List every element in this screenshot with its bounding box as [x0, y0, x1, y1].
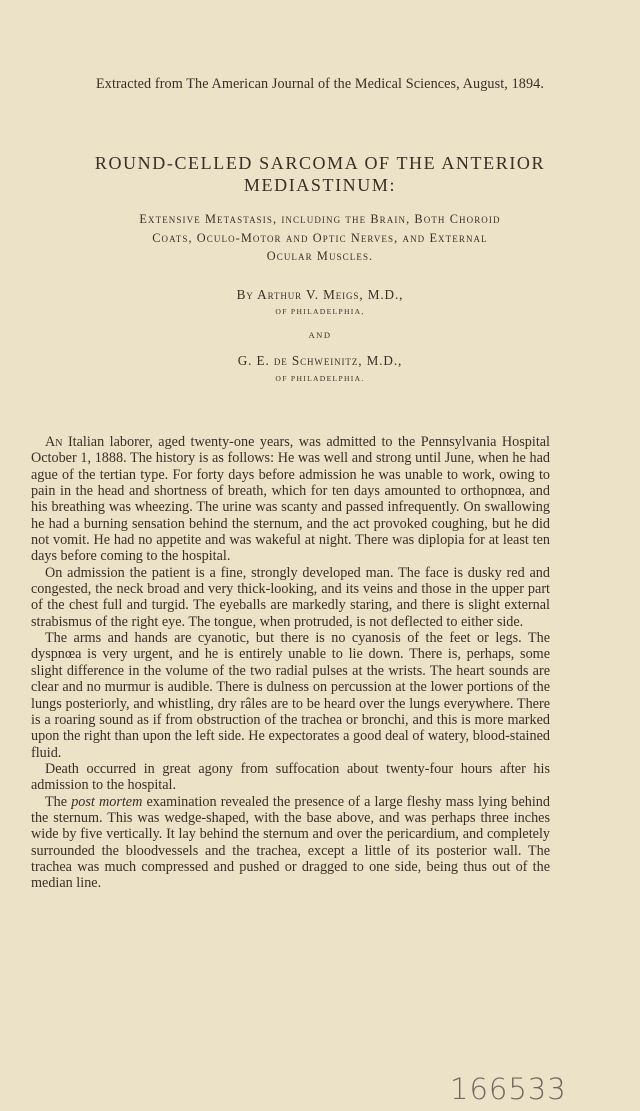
author-1-location: OF PHILADELPHIA,: [275, 307, 365, 316]
paragraph-2: On admission the patient is a fine, strongly developed man. The face is dusky red and congested, the neck broad and very thick-looking, and its veins and those in the upper part of the chest full and turgid. The eyeballs are markedly staring, and there is slight external strabismus of the right eye. The tongue, when protruded, is not deflected to either side.: [31, 564, 550, 630]
subtitle-line-1: Extensive Metastasis, including the Brain, Both Choroid: [139, 212, 501, 226]
paragraph-5-lead: The: [45, 793, 72, 810]
author-1: By Arthur V. Meigs, M.D.,: [236, 287, 404, 302]
paragraph-3: The arms and hands are cyanotic, but there is no cyanosis of the feet or legs. The dyspnœa is very urgent, and he is entirely unable to lie down. There is, perhaps, some slight difference in the volume of the two radial pulses at the wrists. The heart sounds are clear and no murmur is audible. There is dulness on percussion at the lower portions of the lungs posteriorly, and whistling, dry râles are to be heard over the lungs everywhere. There is a roaring sound as if from obstruction of the trachea or bronchi, and this is more marked upon the right than upon the left side. He expectorates a good deal of watery, blood-stained fluid.: [31, 630, 550, 761]
paragraph-1: [31, 434, 550, 565]
paragraph-1-lead: An: [45, 434, 63, 450]
article-title: [0, 152, 640, 196]
paragraph-4: Death occurred in great agony from suffocation about twenty-four hours after his admission to the hospital.: [31, 760, 550, 794]
title-line-1: ROUND-CELLED SARCOMA OF THE ANTERIOR: [94, 153, 546, 173]
author-2: G. E. de Schweinitz, M.D.,: [237, 353, 403, 368]
handwritten-accession-number: 166533: [450, 1072, 567, 1106]
source-note: Extracted from The American Journal of the Medical Sciences, August, 1894.: [95, 76, 544, 92]
subtitle-line-3: Ocular Muscles.: [266, 249, 374, 264]
article-subtitle: [0, 210, 640, 266]
paragraph-5-text: examination revealed the presence of a large fleshy mass lying behind the sternum. This was wedge-shaped, with the base above, and was perhaps three inches wide by five vertically. It lay behind the sternum and over the pericardium, and completely surrounded the bloodvessels and the trachea, except a little of its posterior wall. The trachea was much compressed and pushed or dragged to one side, being thus out of the median line.: [31, 793, 550, 892]
paragraph-5-italic: post mortem: [71, 793, 143, 810]
paragraph-1-text: Italian laborer, aged twenty-one years, was admitted to the Pennsylvania Hospital October 1, 1888. The history is as follows: He was well and strong until June, when he had ague of the tertian type. For forty days before admission he was unable to work, owing to pain in the head and shortness of breath, which for ten days amounted to orthopnœa, and his breathing was wheezing. The urine was scanty and passed infrequently. On swallowing he had a burning sensation behind the sternum, and the act provoked coughing, but he did not vomit. He had no appetite and was wakeful at night. There was diplopia for at least ten days before coming to the hospital.: [31, 434, 550, 565]
and-separator: AND: [308, 330, 332, 340]
article-body: [31, 434, 550, 892]
subtitle-line-2: Coats, Oculo-Motor and Optic Nerves, and External: [152, 230, 488, 245]
paragraph-5: [31, 794, 550, 892]
title-line-2: MEDIASTINUM:: [243, 175, 397, 195]
author-2-location: OF PHILADELPHIA.: [275, 374, 365, 383]
